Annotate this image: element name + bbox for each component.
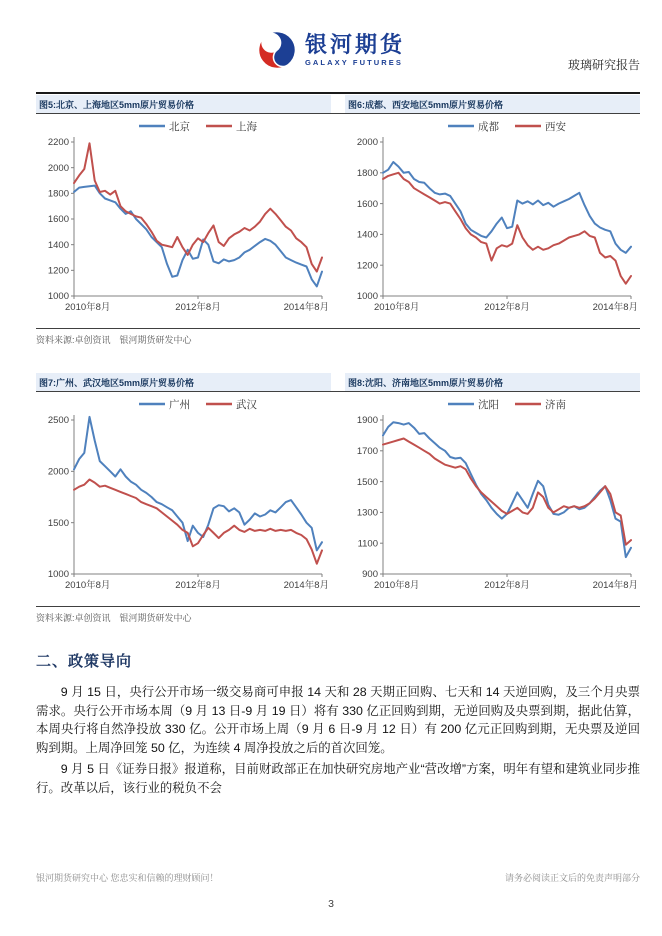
galaxy-logo-swirl-icon xyxy=(257,30,297,70)
svg-text:1800: 1800 xyxy=(47,188,69,200)
svg-text:2014年8月: 2014年8月 xyxy=(283,580,329,591)
svg-text:1600: 1600 xyxy=(356,198,378,210)
logo-text-cn: 银河期货 xyxy=(304,31,405,57)
svg-text:1400: 1400 xyxy=(356,229,378,241)
svg-text:1900: 1900 xyxy=(356,415,378,427)
line-chart-beijing-shanghai xyxy=(36,116,331,316)
svg-text:2014年8月: 2014年8月 xyxy=(592,302,638,313)
source-note-1: 资料来源:卓创资讯 银河期货研发中心 xyxy=(36,328,640,346)
figure5-title: 图5:北京、上海地区5mm原片贸易价格 xyxy=(36,95,331,113)
logo-text xyxy=(304,31,405,67)
line-chart-chengdu-xian xyxy=(345,116,640,316)
svg-text:2010年8月: 2010年8月 xyxy=(374,580,420,591)
figure6-title: 图6:成都、西安地区5mm原片贸易价格 xyxy=(345,95,640,113)
svg-text:2012年8月: 2012年8月 xyxy=(175,580,221,591)
figure7-title: 图7:广州、武汉地区5mm原片贸易价格 xyxy=(36,373,331,391)
svg-text:济南: 济南 xyxy=(545,398,566,411)
policy-paragraph-1: 9 月 15 日，央行公开市场一级交易商可申报 14 天和 28 天期正回购、七天和 14 天逆回购，及三个月央票需求。央行公开市场本周（9 月 13 日-9 月 19 日）将有 330 亿正回购到期，无逆回购及央票到期，据此估算，本周央行将自然净投放 330 亿。公开市场上周（9 月 6 日-9 月 12 日）有 200 亿元正回购到期，无央票及逆回购到期。上周净回笼 50 亿，为连续 4 周净投放之后的首次回笼。 xyxy=(36,685,640,755)
svg-text:沈阳: 沈阳 xyxy=(478,398,499,411)
logo-text-en: GALAXY FUTURES xyxy=(304,57,404,67)
svg-text:1700: 1700 xyxy=(356,446,378,457)
chart-figure8-shenyang-jinan xyxy=(345,394,640,594)
svg-text:成都: 成都 xyxy=(478,120,499,133)
header-rule xyxy=(36,92,640,94)
svg-text:2010年8月: 2010年8月 xyxy=(65,580,111,591)
figure8-title: 图8:沈阳、济南地区5mm原片贸易价格 xyxy=(345,373,640,391)
page-number: 3 xyxy=(328,898,334,910)
svg-text:2000: 2000 xyxy=(356,137,378,149)
svg-text:1600: 1600 xyxy=(47,214,69,226)
svg-text:1800: 1800 xyxy=(356,168,378,179)
svg-text:1200: 1200 xyxy=(47,265,69,277)
spacer xyxy=(36,346,640,372)
svg-text:2500: 2500 xyxy=(47,415,69,427)
svg-text:2200: 2200 xyxy=(47,137,69,149)
source-note-2: 资料来源:卓创资讯 银河期货研发中心 xyxy=(36,606,640,624)
svg-text:900: 900 xyxy=(362,569,378,581)
svg-text:1500: 1500 xyxy=(47,517,69,529)
chart-figure6-chengdu-xian xyxy=(345,116,640,316)
svg-text:1100: 1100 xyxy=(357,538,378,550)
figure-title-row-1 xyxy=(36,95,640,114)
svg-text:2000: 2000 xyxy=(47,162,69,174)
svg-text:1200: 1200 xyxy=(356,260,378,272)
figure-title-row-2 xyxy=(36,373,640,392)
svg-text:北京: 北京 xyxy=(169,120,190,133)
svg-text:2012年8月: 2012年8月 xyxy=(175,302,221,313)
svg-text:武汉: 武汉 xyxy=(236,398,257,411)
svg-text:2000: 2000 xyxy=(47,466,69,478)
galaxy-futures-logo xyxy=(0,30,662,70)
svg-text:2010年8月: 2010年8月 xyxy=(374,302,420,313)
svg-text:2014年8月: 2014年8月 xyxy=(283,302,329,313)
svg-text:上海: 上海 xyxy=(236,120,257,133)
policy-paragraph-2: 9 月 5 日《证券日报》报道称，目前财政部正在加快研究房地产业“营改增”方案，明年有望和建筑业同步推行。改革以后，该行业的税负不会 xyxy=(36,762,640,795)
chart-figure7-guangzhou-wuhan xyxy=(36,394,331,594)
svg-text:广州: 广州 xyxy=(169,398,190,411)
chart-figure5-beijing-shanghai xyxy=(36,116,331,316)
svg-text:1000: 1000 xyxy=(356,291,378,303)
footer-slogan: 银河期货研究中心 您忠实和信赖的理财顾问！ xyxy=(36,873,219,883)
svg-text:1000: 1000 xyxy=(47,569,69,581)
section-heading-policy: 二、政策导向 xyxy=(36,653,133,670)
section-body xyxy=(36,683,640,798)
report-type-label: 玻璃研究报告 xyxy=(567,58,640,72)
svg-text:2012年8月: 2012年8月 xyxy=(484,580,530,591)
svg-text:2010年8月: 2010年8月 xyxy=(65,302,111,313)
svg-text:1300: 1300 xyxy=(356,507,378,519)
line-chart-shenyang-jinan xyxy=(345,394,640,594)
svg-text:西安: 西安 xyxy=(545,120,566,133)
svg-text:1000: 1000 xyxy=(47,291,69,303)
line-chart-guangzhou-wuhan xyxy=(36,394,331,594)
page-header xyxy=(0,0,662,92)
footer-disclaimer-note: 请务必阅读正文后的免责声明部分 xyxy=(504,873,640,883)
charts-row-2 xyxy=(36,394,640,594)
charts-row-1 xyxy=(36,116,640,316)
svg-text:2014年8月: 2014年8月 xyxy=(592,580,638,591)
svg-text:2012年8月: 2012年8月 xyxy=(484,302,530,313)
svg-text:1400: 1400 xyxy=(47,239,69,251)
svg-text:1500: 1500 xyxy=(356,476,378,488)
